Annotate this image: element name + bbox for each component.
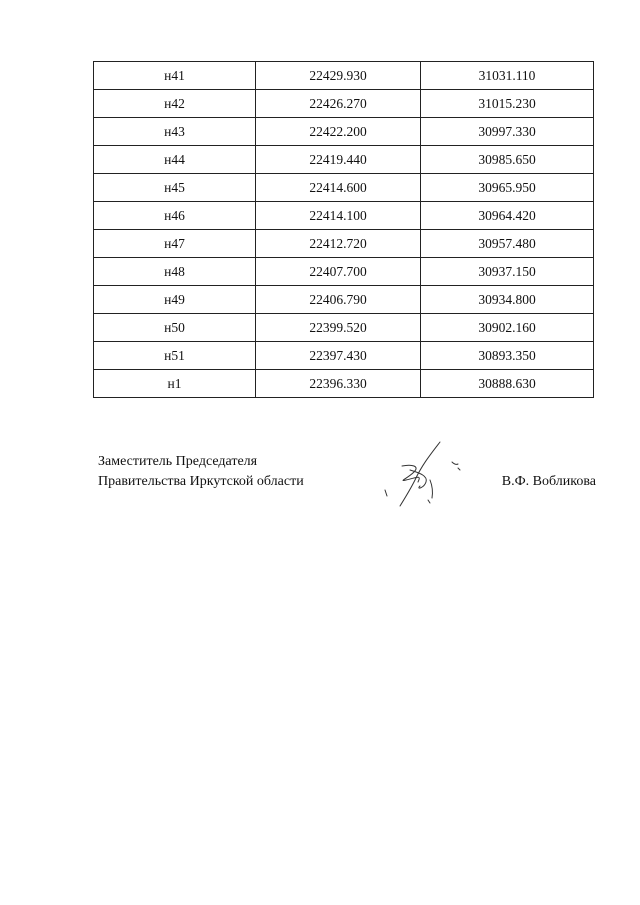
point-id-cell: н45 xyxy=(94,174,256,202)
y-coordinate-cell: 30964.420 xyxy=(421,202,594,230)
point-id-cell: н46 xyxy=(94,202,256,230)
table-row xyxy=(94,202,594,230)
x-coordinate-cell: 22397.430 xyxy=(256,342,421,370)
point-id-cell: н51 xyxy=(94,342,256,370)
table-row xyxy=(94,230,594,258)
x-coordinate-cell: 22407.700 xyxy=(256,258,421,286)
point-id-cell: н49 xyxy=(94,286,256,314)
signatory-title-line2: Правительства Иркутской области xyxy=(98,474,304,489)
y-coordinate-cell: 30934.800 xyxy=(421,286,594,314)
y-coordinate-cell: 30888.630 xyxy=(421,370,594,398)
point-id-cell: н1 xyxy=(94,370,256,398)
y-coordinate-cell: 31015.230 xyxy=(421,90,594,118)
x-coordinate-cell: 22422.200 xyxy=(256,118,421,146)
table-row xyxy=(94,286,594,314)
y-coordinate-cell: 30997.330 xyxy=(421,118,594,146)
y-coordinate-cell: 31031.110 xyxy=(421,62,594,90)
signatory-title-line1: Заместитель Председателя xyxy=(98,454,258,469)
table-row xyxy=(94,370,594,398)
table-row xyxy=(94,174,594,202)
table-row xyxy=(94,314,594,342)
coordinates-table-body xyxy=(94,62,594,398)
table-row xyxy=(94,342,594,370)
x-coordinate-cell: 22426.270 xyxy=(256,90,421,118)
signatory-name: В.Ф. Вобликова xyxy=(501,474,596,489)
point-id-cell: н41 xyxy=(94,62,256,90)
x-coordinate-cell: 22429.930 xyxy=(256,62,421,90)
point-id-cell: н50 xyxy=(94,314,256,342)
x-coordinate-cell: 22419.440 xyxy=(256,146,421,174)
signature-block xyxy=(98,454,596,514)
y-coordinate-cell: 30893.350 xyxy=(421,342,594,370)
table-row xyxy=(94,258,594,286)
y-coordinate-cell: 30957.480 xyxy=(421,230,594,258)
y-coordinate-cell: 30985.650 xyxy=(421,146,594,174)
table-row xyxy=(94,118,594,146)
table-row xyxy=(94,90,594,118)
point-id-cell: н47 xyxy=(94,230,256,258)
x-coordinate-cell: 22399.520 xyxy=(256,314,421,342)
y-coordinate-cell: 30902.160 xyxy=(421,314,594,342)
handwritten-signature xyxy=(370,440,470,510)
point-id-cell: н44 xyxy=(94,146,256,174)
point-id-cell: н48 xyxy=(94,258,256,286)
x-coordinate-cell: 22406.790 xyxy=(256,286,421,314)
point-id-cell: н42 xyxy=(94,90,256,118)
table-row xyxy=(94,146,594,174)
y-coordinate-cell: 30965.950 xyxy=(421,174,594,202)
x-coordinate-cell: 22412.720 xyxy=(256,230,421,258)
coordinates-table xyxy=(93,61,594,398)
x-coordinate-cell: 22414.100 xyxy=(256,202,421,230)
point-id-cell: н43 xyxy=(94,118,256,146)
y-coordinate-cell: 30937.150 xyxy=(421,258,594,286)
table-row xyxy=(94,62,594,90)
x-coordinate-cell: 22396.330 xyxy=(256,370,421,398)
x-coordinate-cell: 22414.600 xyxy=(256,174,421,202)
